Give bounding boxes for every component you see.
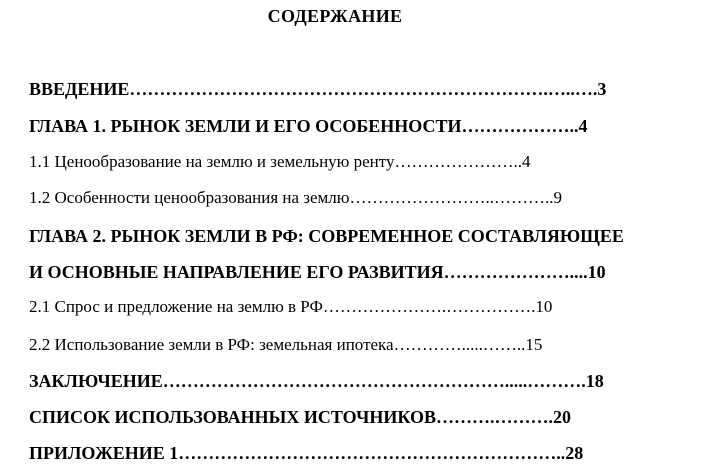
toc-entry-appendix-1: ПРИЛОЖЕНИЕ 1………………………………………………………..28: [29, 443, 584, 463]
toc-entry-chapter-1: ГЛАВА 1. РЫНОК ЗЕМЛИ И ЕГО ОСОБЕННОСТИ………………..4: [29, 116, 588, 136]
toc-entry-section-1-1: 1.1 Ценообразование на землю и земельную ренту…………………..4: [29, 152, 531, 171]
toc-entry-chapter-2-line-2: И ОСНОВНЫЕ НАПРАВЛЕНИЕ ЕГО РАЗВИТИЯ…………………....10: [29, 262, 606, 282]
toc-entry-chapter-2-line-1: ГЛАВА 2. РЫНОК ЗЕМЛИ В РФ: СОВРЕМЕННОЕ СОСТАВЛЯЮЩЕЕ: [29, 226, 624, 246]
toc-entry-introduction: ВВЕДЕНИЕ…………………………………………………………….…..….3: [29, 79, 607, 99]
toc-entry-conclusion: ЗАКЛЮЧЕНИЕ………………………………………………….....……….18: [29, 371, 604, 391]
toc-entry-section-2-2: 2.2 Использование земли в РФ: земельная ипотека………….....……..15: [29, 335, 543, 354]
toc-entry-section-1-2: 1.2 Особенности ценообразования на землю……………………..………..9: [29, 188, 562, 207]
toc-entry-section-2-1: 2.1 Спрос и предложение на землю в РФ………………….…………….10: [29, 297, 553, 316]
toc-entry-references: СПИСОК ИСПОЛЬЗОВАННЫХ ИСТОЧНИКОВ……….……….20: [29, 407, 571, 427]
page-title: СОДЕРЖАНИЕ: [267, 6, 403, 26]
